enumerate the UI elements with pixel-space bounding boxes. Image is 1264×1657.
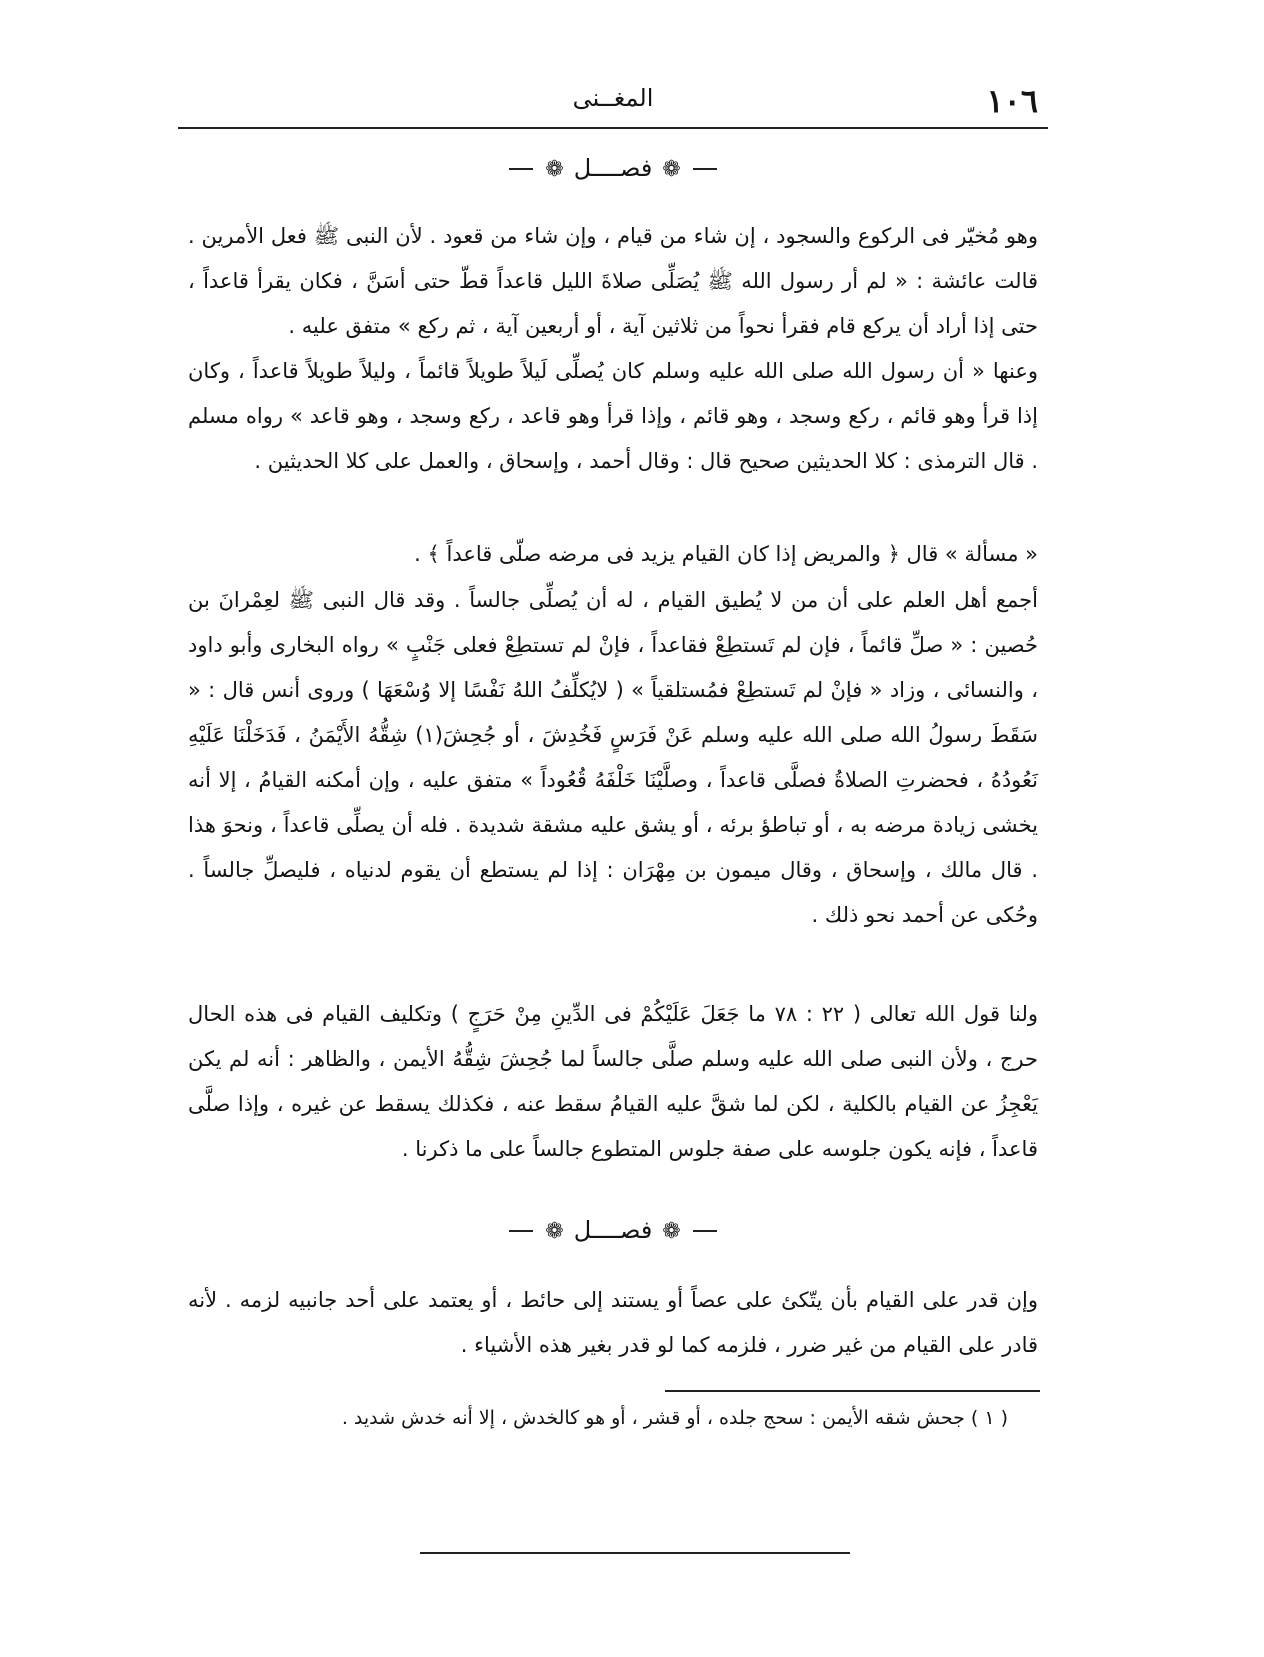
ornament-line-icon (693, 168, 717, 170)
page-number: ١٠٦ (986, 82, 1038, 120)
page-header (178, 78, 1048, 126)
ornament-line-icon (509, 168, 533, 170)
paragraph-3: « مسألة » قال ﴿ والمريض إذا كان القيام يزيد فى مرضه صلّى قاعداً ﴾ . (414, 542, 1038, 566)
header-rule (178, 127, 1048, 129)
paragraph-4: أجمع أهل العلم على أن من لا يُطيق القيام ، له أن يُصلِّى جالساً . وقد قال النبى ﷺ لعِمْرانَ بن حُصين : « صلِّ قائماً ، فإن لم تَستطِعْ فقاعداً ، فإنْ لم تستطِعْ فعلى جَنْبٍ » رواه البخارى وأبو داود ، والنسائى ، وزاد « فإنْ لم تَستطِعْ فمُستلقياً » ( لايُكلِّفُ اللهُ نَفْسًا إلا وُسْعَهَا ) وروى أنس قال : « سَقَطَ رسولُ الله صلى الله عليه وسلم عَنْ فَرَسٍ فَخُدِشَ ، أو جُحِشَ(١) شِقُّهُ الأَيْمَنُ ، فَدَخَلْنَا عَلَيْهِ نَعُودُهُ ، فحضرتِ الصلاةُ فصلَّى قاعداً ، وصلَّيْنَا خَلْفَهُ قُعُوداً » متفق عليه ، وإن أمكنه القيامُ ، إلا أنه يخشى زيادة مرضه به ، أو تباطؤ برئه ، أو يشق عليه مشقة شديدة . فله أن يصلِّى قاعداً ، ونحوَ هذا . قال مالك ، وإسحاق ، وقال ميمون بن مِهْرَان : إذا لم يستطع أن يقوم لدنياه ، فليصلِّ جالساً . وحُكى عن أحمد نحو ذلك . (188, 588, 1038, 927)
section-heading-text: فصــــل (573, 154, 653, 182)
ornament-line-icon (693, 1230, 717, 1232)
paragraph-6: وإن قدر على القيام بأن يتّكئ على عصاً أو يستند إلى حائط ، أو يعتمد على أحد جانبيه لزمه . لأنه قادر على القيام من غير ضرر ، فلزمه كما لو قدر بغير هذه الأشياء . (188, 1288, 1038, 1357)
section-heading-text: فصــــل (573, 1216, 653, 1244)
floral-ornament-icon: ❁ (662, 157, 681, 182)
floral-ornament-icon: ❁ (662, 1219, 681, 1244)
paragraph-2: وعنها « أن رسول الله صلى الله عليه وسلم كان يُصلِّى لَيلاً طويلاً قائماً ، وليلاً طويلاً قاعداً ، وكان إذا قرأ وهو قائم ، ركع وسجد ، وهو قائم ، وإذا قرأ وهو قاعد ، ركع وسجد ، وهو قاعد » رواه مسلم . قال الترمذى : كلا الحديثين صحيح قال : وقال أحمد ، وإسحاق ، والعمل على كلا الحديثين . (188, 359, 1038, 473)
footnote-rule (665, 1390, 1040, 1392)
running-title: المغــنى (572, 84, 654, 112)
section-heading-1 (178, 148, 1048, 188)
floral-ornament-icon: ❁ (545, 1219, 564, 1244)
section-heading-2 (178, 1210, 1048, 1250)
paragraph-5: ولنا قول الله تعالى ( ٢٢ : ٧٨ ما جَعَلَ عَلَيْكُمْ فى الدِّينِ مِنْ حَرَجٍ ) وتكليف القيام فى هذه الحال حرج ، ولأن النبى صلى الله عليه وسلم صلَّى جالساً لما جُحِشَ شِقُّهُ الأيمن ، والظاهر : أنه لم يكن يَعْجِزُ عن القيام بالكلية ، لكن لما شقَّ عليه القيامُ سقط عنه ، فكذلك يسقط عن غيره ، وإذا صلَّى قاعداً ، فإنه يكون جلوسه على صفة جلوس المتطوع جالساً على ما ذكرنا . (188, 1002, 1038, 1161)
ornament-line-icon (509, 1230, 533, 1232)
footnote: ( ١ ) جحش شقه الأيمن : سحج جلده ، أو قشر ، أو هو كالخدش ، إلا أنه خدش شديد . (341, 1407, 1008, 1429)
paragraph-1: وهو مُخيّر فى الركوع والسجود ، إن شاء من قيام ، وإن شاء من قعود . لأن النبى ﷺ فعل الأمرين . قالت عائشة : « لم أر رسول الله ﷺ يُصَلِّى صلاةَ الليل قاعداً قطّ حتى أسَنَّ ، فكان يقرأ قاعداً ، حتى إذا أراد أن يركع قام فقرأ نحواً من ثلاثين آية ، أو أربعين آية ، ثم ركع » متفق عليه . (188, 224, 1038, 338)
bottom-rule (420, 1552, 850, 1554)
floral-ornament-icon: ❁ (545, 157, 564, 182)
